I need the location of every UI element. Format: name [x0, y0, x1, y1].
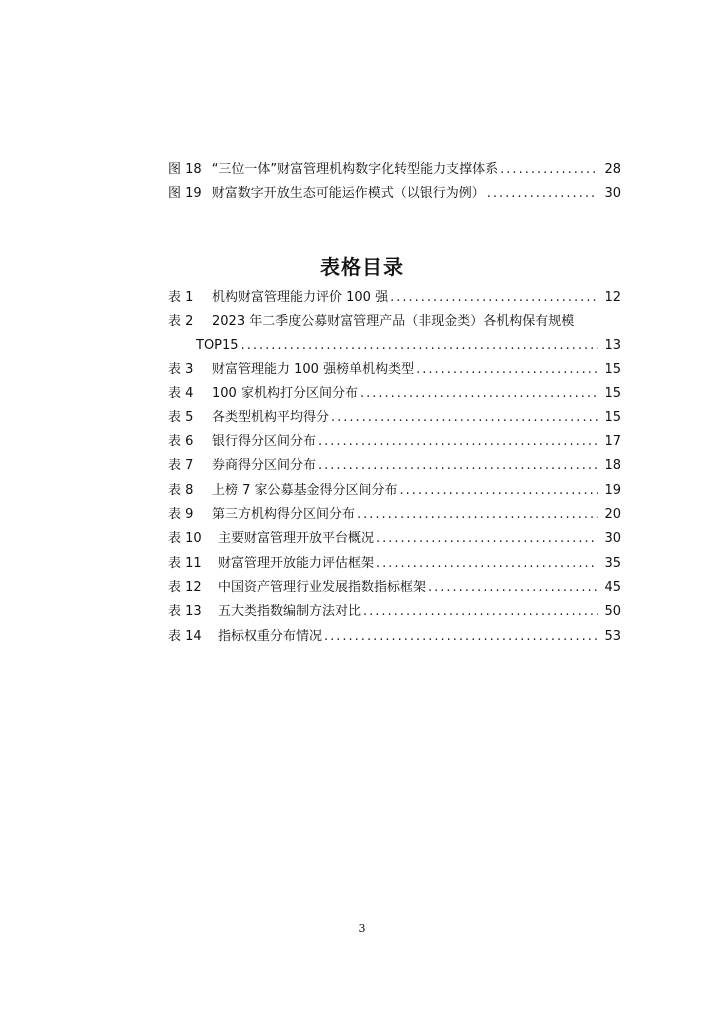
- toc-entry-table-9[interactable]: [168, 502, 621, 524]
- entry-page-number: 30: [604, 186, 621, 201]
- entry-page-number: 53: [604, 629, 621, 644]
- dot-leader: [428, 579, 598, 597]
- entry-page-number: 15: [604, 362, 621, 377]
- entry-page-number: 50: [604, 604, 621, 619]
- entry-title: 财富管理能力 100 强榜单机构类型: [212, 362, 415, 377]
- entry-label: 表 7: [168, 458, 194, 473]
- entry-label: 表 1: [168, 290, 194, 305]
- entry-title: 各类型机构平均得分: [212, 410, 330, 425]
- dot-leader: [376, 530, 598, 548]
- entry-title: 上榜 7 家公募基金得分区间分布: [212, 483, 398, 498]
- entry-label: 表 4: [168, 386, 194, 401]
- toc-entry-table-3[interactable]: [168, 357, 621, 379]
- entry-title: 五大类指数编制方法对比: [218, 604, 362, 619]
- dot-leader: [357, 506, 598, 524]
- entry-label: 表 8: [168, 483, 194, 498]
- dot-leader: [363, 603, 598, 621]
- entry-title-continuation: TOP15: [196, 338, 239, 353]
- entry-label: 表 12: [168, 580, 202, 595]
- dot-leader: [318, 457, 598, 475]
- entry-label: 表 3: [168, 362, 194, 377]
- entry-label: 表 2: [168, 314, 194, 329]
- toc-entry-table-12[interactable]: [168, 575, 621, 597]
- entry-title: 指标权重分布情况: [218, 629, 323, 644]
- entry-page-number: 13: [604, 338, 621, 353]
- entry-label: 图 19: [168, 186, 202, 201]
- entry-title: 银行得分区间分布: [212, 434, 317, 449]
- entry-label: 表 11: [168, 556, 202, 571]
- toc-entry-table-2-continuation[interactable]: [196, 333, 621, 355]
- tables-list-heading: 表格目录: [320, 255, 404, 279]
- toc-entry-figure-19[interactable]: [168, 181, 621, 203]
- entry-label: 表 14: [168, 629, 202, 644]
- entry-title: 财富管理开放能力评估框架: [218, 556, 375, 571]
- entry-page-number: 45: [604, 580, 621, 595]
- entry-title: 主要财富管理开放平台概况: [218, 531, 375, 546]
- dot-leader: [324, 628, 598, 646]
- toc-entry-figure-18[interactable]: [168, 157, 621, 179]
- entry-label: 表 9: [168, 507, 194, 522]
- entry-title: 券商得分区间分布: [212, 458, 317, 473]
- toc-entry-table-4[interactable]: [168, 381, 621, 403]
- toc-entry-table-11[interactable]: [168, 551, 621, 573]
- entry-title: “三位一体”财富管理机构数字化转型能力支撑体系: [211, 162, 499, 177]
- toc-entry-table-6[interactable]: [168, 429, 621, 451]
- entry-label: 表 5: [168, 410, 194, 425]
- entry-page-number: 30: [604, 531, 621, 546]
- entry-page-number: 19: [604, 483, 621, 498]
- entry-title: 中国资产管理行业发展指数指标框架: [218, 580, 427, 595]
- entry-page-number: 15: [604, 386, 621, 401]
- dot-leader: [487, 185, 599, 203]
- page-number: 3: [358, 922, 366, 935]
- entry-page-number: 17: [604, 434, 621, 449]
- entry-page-number: 12: [604, 290, 621, 305]
- toc-entry-table-7[interactable]: [168, 453, 621, 475]
- entry-page-number: 35: [604, 556, 621, 571]
- dot-leader: [241, 337, 599, 355]
- entry-label: 表 13: [168, 604, 202, 619]
- toc-entry-table-8[interactable]: [168, 478, 621, 500]
- entry-page-number: 18: [604, 458, 621, 473]
- entry-title: 机构财富管理能力评价 100 强: [212, 290, 389, 305]
- toc-entry-table-14[interactable]: [168, 624, 621, 646]
- toc-entry-table-5[interactable]: [168, 405, 621, 427]
- dot-leader: [400, 482, 599, 500]
- entry-title: 100 家机构打分区间分布: [212, 386, 358, 401]
- entry-title: 第三方机构得分区间分布: [212, 507, 356, 522]
- dot-leader: [390, 289, 598, 307]
- toc-entry-table-2[interactable]: [168, 309, 621, 331]
- toc-entry-table-10[interactable]: [168, 526, 621, 548]
- dot-leader: [416, 361, 598, 379]
- toc-entry-table-13[interactable]: [168, 599, 621, 621]
- entry-page-number: 28: [604, 162, 621, 177]
- toc-entry-table-1[interactable]: [168, 285, 621, 307]
- dot-leader: [376, 555, 598, 573]
- entry-label: 表 10: [168, 531, 202, 546]
- dot-leader: [500, 161, 598, 179]
- entry-page-number: 20: [604, 507, 621, 522]
- entry-label: 图 18: [168, 162, 202, 177]
- entry-label: 表 6: [168, 434, 194, 449]
- dot-leader: [318, 433, 598, 451]
- entry-title: 2023 年二季度公募财富管理产品（非现金类）各机构保有规模: [212, 314, 575, 329]
- dot-leader: [331, 409, 598, 427]
- entry-page-number: 15: [604, 410, 621, 425]
- dot-leader: [360, 385, 599, 403]
- entry-title: 财富数字开放生态可能运作模式（以银行为例）: [211, 186, 485, 201]
